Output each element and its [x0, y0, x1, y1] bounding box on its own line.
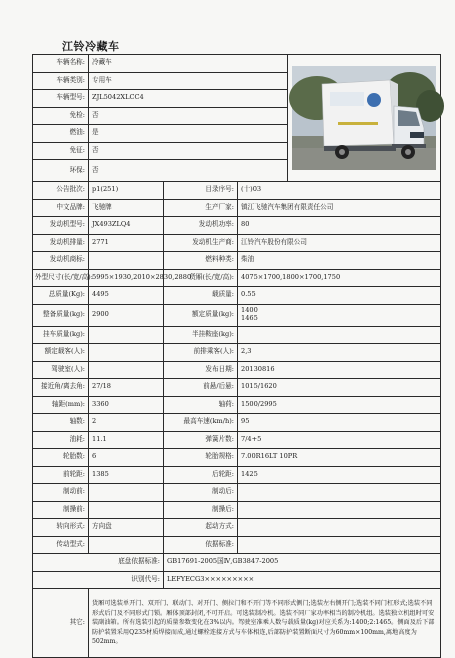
- spec-label-left: 轴距(mm):: [33, 396, 89, 414]
- label-chassis-standard: 底盘依据标准:: [33, 554, 164, 572]
- spec-row: [33, 379, 441, 397]
- spec-value-line: 1400: [241, 306, 258, 315]
- spec-value-right: [238, 501, 441, 519]
- spec-value-right: 80: [238, 217, 441, 235]
- spec-label-left: 额定载客(人):: [33, 344, 89, 362]
- row-chassis-standard: [33, 554, 441, 572]
- spec-value-right: 镇江飞驰汽车集团有限责任公司: [238, 199, 441, 217]
- spec-row: [33, 449, 441, 467]
- spec-row: [33, 252, 441, 270]
- spec-value-right: 7.00R16LT 10PR: [238, 449, 441, 467]
- spec-label-right: 后轮距:: [164, 466, 238, 484]
- spec-row: [33, 431, 441, 449]
- value-inspection-exempt: 否: [89, 107, 288, 125]
- spec-value-right: 20130816: [238, 361, 441, 379]
- spec-value-left: 2771: [89, 234, 164, 252]
- spec-value-right: 2,3: [238, 344, 441, 362]
- value-environmental: 否: [89, 160, 288, 182]
- spec-label-left: 前轮距:: [33, 466, 89, 484]
- spec-value-left: 5995×1930,2010×2830,2880: [89, 269, 164, 287]
- spec-value-right: 7/4+5: [238, 431, 441, 449]
- spec-label-left: 转向形式:: [33, 519, 89, 537]
- spec-label-left: 发动机型号:: [33, 217, 89, 235]
- spec-row: [33, 199, 441, 217]
- spec-label-right: 前悬/后悬:: [164, 379, 238, 397]
- spec-row: [33, 501, 441, 519]
- spec-row: [33, 217, 441, 235]
- label-inspection-exempt: 免检:: [33, 107, 89, 125]
- spec-label-left: 挂车质量(kg):: [33, 326, 89, 344]
- spec-value-left: [89, 536, 164, 554]
- value-vehicle-name: 冷藏车: [89, 55, 288, 73]
- spec-label-right: 半挂鞍座(kg):: [164, 326, 238, 344]
- spec-value-left: 11.1: [89, 431, 164, 449]
- spec-label-right: 依据标准:: [164, 536, 238, 554]
- spec-value-left: [89, 326, 164, 344]
- spec-value-left: 4495: [89, 287, 164, 305]
- spec-value-right: [238, 484, 441, 502]
- spec-value-right: [238, 326, 441, 344]
- spec-value-right: 江铃汽车股份有限公司: [238, 234, 441, 252]
- spec-label-right: 发布日期:: [164, 361, 238, 379]
- spec-value-right: [238, 304, 441, 326]
- spec-row: [33, 287, 441, 305]
- document-title: 江铃冷藏车: [62, 40, 120, 53]
- value-vin: LEFYECG3×××××××××: [164, 571, 441, 589]
- value-tax-exempt: 否: [89, 142, 288, 160]
- spec-label-left: 整备质量(kg):: [33, 304, 89, 326]
- spec-row: [33, 414, 441, 432]
- spec-value-line: 1465: [241, 314, 258, 322]
- spec-value-right: 4075×1700,1800×1700,1750: [238, 269, 441, 287]
- value-vehicle-category: 专用车: [89, 72, 288, 90]
- spec-value-right: 柴油: [238, 252, 441, 270]
- spec-value-right: [238, 519, 441, 537]
- spec-row: [33, 182, 441, 200]
- spec-label-left: 接近角/离去角:: [33, 379, 89, 397]
- spec-row: [33, 304, 441, 326]
- spec-label-left: 制动前:: [33, 484, 89, 502]
- value-fuel: 是: [89, 125, 288, 143]
- spec-table: [32, 54, 441, 658]
- label-vehicle-model: 车辆型号:: [33, 90, 89, 108]
- spec-label-right: 目录序号:: [164, 182, 238, 200]
- spec-value-right: 95: [238, 414, 441, 432]
- spec-row: [33, 466, 441, 484]
- spec-value-left: 2900: [89, 304, 164, 326]
- spec-row: [33, 361, 441, 379]
- label-notes: 其它:: [33, 589, 89, 658]
- refrigerated-truck-photo: [292, 66, 436, 170]
- spec-label-right: 发动机生产商:: [164, 234, 238, 252]
- value-chassis-standard: GB17691-2005国Ⅳ,GB3847-2005: [164, 554, 441, 572]
- spec-value-left: 6: [89, 449, 164, 467]
- spec-value-left: 飞驰牌: [89, 199, 164, 217]
- spec-label-left: 轮胎数:: [33, 449, 89, 467]
- spec-value-right: 1500/2995: [238, 396, 441, 414]
- spec-value-right: 1425: [238, 466, 441, 484]
- label-vehicle-name: 车辆名称:: [33, 55, 89, 73]
- spec-row: [33, 484, 441, 502]
- spec-label-right: 制动后:: [164, 484, 238, 502]
- spec-row: [33, 326, 441, 344]
- spec-label-left: 发动机商标:: [33, 252, 89, 270]
- spec-row: [33, 519, 441, 537]
- spec-label-left: 传动型式:: [33, 536, 89, 554]
- spec-row: [33, 234, 441, 252]
- spec-label-right: 额定质量(kg):: [164, 304, 238, 326]
- spec-label-left: 制操前:: [33, 501, 89, 519]
- spec-value-left: [89, 484, 164, 502]
- spec-label-left: 轴数:: [33, 414, 89, 432]
- spec-label-right: 轴荷:: [164, 396, 238, 414]
- spec-label-left: 总质量(Kg):: [33, 287, 89, 305]
- row-notes: [33, 589, 441, 658]
- spec-value-left: JX493ZLQ4: [89, 217, 164, 235]
- spec-value-left: [89, 252, 164, 270]
- spec-label-right: 生产厂家:: [164, 199, 238, 217]
- spec-value-right: 0.55: [238, 287, 441, 305]
- spec-value-left: 1385: [89, 466, 164, 484]
- spec-label-right: 轮胎规格:: [164, 449, 238, 467]
- spec-label-left: 中文品牌:: [33, 199, 89, 217]
- spec-row: [33, 396, 441, 414]
- spec-row: [33, 269, 441, 287]
- spec-value-left: [89, 344, 164, 362]
- spec-value-left: 方向盘: [89, 519, 164, 537]
- row-vehicle-name: [33, 55, 441, 73]
- photo-cell: [288, 55, 441, 182]
- spec-label-right: 起动方式:: [164, 519, 238, 537]
- spec-label-right: 最高车速(km/h):: [164, 414, 238, 432]
- spec-value-left: 27/18: [89, 379, 164, 397]
- spec-label-left: 油耗:: [33, 431, 89, 449]
- value-vehicle-model: ZJL5042XLCC4: [89, 90, 288, 108]
- spec-row: [33, 536, 441, 554]
- row-vin: [33, 571, 441, 589]
- spec-label-right: 货厢(长/宽/高):: [164, 269, 238, 287]
- label-fuel: 燃油:: [33, 125, 89, 143]
- spec-row: [33, 344, 441, 362]
- spec-label-left: 驾驶室(人):: [33, 361, 89, 379]
- spec-value-right: (十)03: [238, 182, 441, 200]
- spec-label-left: 外型尺寸(长/宽/高):: [33, 269, 89, 287]
- label-environmental: 环保:: [33, 160, 89, 182]
- spec-label-right: 制操后:: [164, 501, 238, 519]
- spec-value-left: 2: [89, 414, 164, 432]
- spec-label-right: 前排乘客(人):: [164, 344, 238, 362]
- spec-value-left: [89, 501, 164, 519]
- spec-value-right: 1015/1620: [238, 379, 441, 397]
- spec-label-left: 发动机排量:: [33, 234, 89, 252]
- spec-label-right: 燃料种类:: [164, 252, 238, 270]
- label-vehicle-category: 车辆类别:: [33, 72, 89, 90]
- spec-label-right: 发动机功率:: [164, 217, 238, 235]
- spec-value-left: p1(251): [89, 182, 164, 200]
- spec-value-left: [89, 361, 164, 379]
- spec-value-right: [238, 536, 441, 554]
- spec-label-left: 公告批次:: [33, 182, 89, 200]
- value-notes: 货厢可选装单开门、双开门、联动门、对开门、侧拉门和不开门等不同形式侧门;选装左右侧开门;选装不同门杠形式;选装不同形式后门及不同形式门锁。厢体顶部封闭,不可开启。可选装制冷机。选装不同厂家功率相当的制冷机组。选装独立机组时可安装副油箱。所有选装引起的质量参数变化在3%以内。驾驶室准乘人数与载质量(kg)对应关系为:1400;2:1465。侧面及后下部防护装置采用Q235材质焊接而成,通过螺栓连接方式与车体相连,后部防护装置断面尺寸为60mm×100mm,离地高度为502mm。: [89, 589, 441, 658]
- spec-label-right: 弹簧片数:: [164, 431, 238, 449]
- label-vin: 识别代号:: [33, 571, 164, 589]
- spec-label-right: 载质量:: [164, 287, 238, 305]
- label-tax-exempt: 免征:: [33, 142, 89, 160]
- spec-value-left: 3360: [89, 396, 164, 414]
